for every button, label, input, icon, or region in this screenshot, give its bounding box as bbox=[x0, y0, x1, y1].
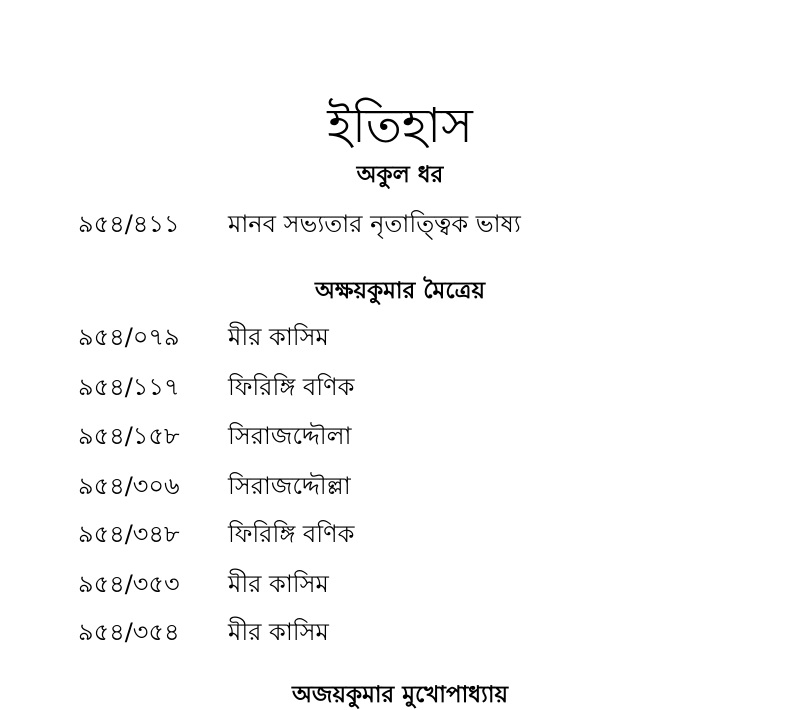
catalog-entry bbox=[78, 419, 758, 453]
call-number: ৯৫৪/৩৪৮ bbox=[78, 520, 180, 548]
page-title: ইতিহাস bbox=[327, 98, 473, 155]
catalog-entry bbox=[78, 207, 758, 241]
book-title: ফিরিঙ্গি বণিক bbox=[228, 520, 355, 548]
catalog-entry bbox=[78, 320, 758, 354]
book-title: ফিরিঙ্গি বণিক bbox=[228, 373, 355, 401]
book-title: মীর কাসিম bbox=[228, 323, 329, 351]
author-heading: অকুল ধর bbox=[356, 162, 444, 188]
call-number: ৯৫৪/৪১১ bbox=[78, 210, 180, 238]
author-heading: অজয়কুমার মুখোপাধ্যায় bbox=[291, 682, 509, 708]
catalog-entry bbox=[78, 370, 758, 404]
call-number: ৯৫৪/৩০৬ bbox=[78, 472, 180, 500]
call-number: ৯৫৪/৩৫৪ bbox=[78, 618, 180, 646]
book-title: মীর কাসিম bbox=[228, 618, 329, 646]
book-title: সিরাজদ্দৌলা bbox=[228, 422, 352, 450]
book-title: সিরাজদ্দৌল্লা bbox=[228, 472, 351, 500]
call-number: ৯৫৪/১১৭ bbox=[78, 373, 180, 401]
call-number: ৯৫৪/৩৫৩ bbox=[78, 570, 180, 598]
book-title: মানব সভ্যতার নৃতাত্ত্বিক ভাষ্য bbox=[228, 210, 521, 238]
book-title: মীর কাসিম bbox=[228, 570, 329, 598]
call-number: ৯৫৪/০৭৯ bbox=[78, 323, 180, 351]
catalog-entry bbox=[78, 469, 758, 503]
catalog-entry bbox=[78, 567, 758, 601]
catalog-entry bbox=[78, 615, 758, 649]
call-number: ৯৫৪/১৫৮ bbox=[78, 422, 180, 450]
catalog-entry bbox=[78, 517, 758, 551]
author-heading: অক্ষয়কুমার মৈত্রেয় bbox=[314, 278, 486, 304]
